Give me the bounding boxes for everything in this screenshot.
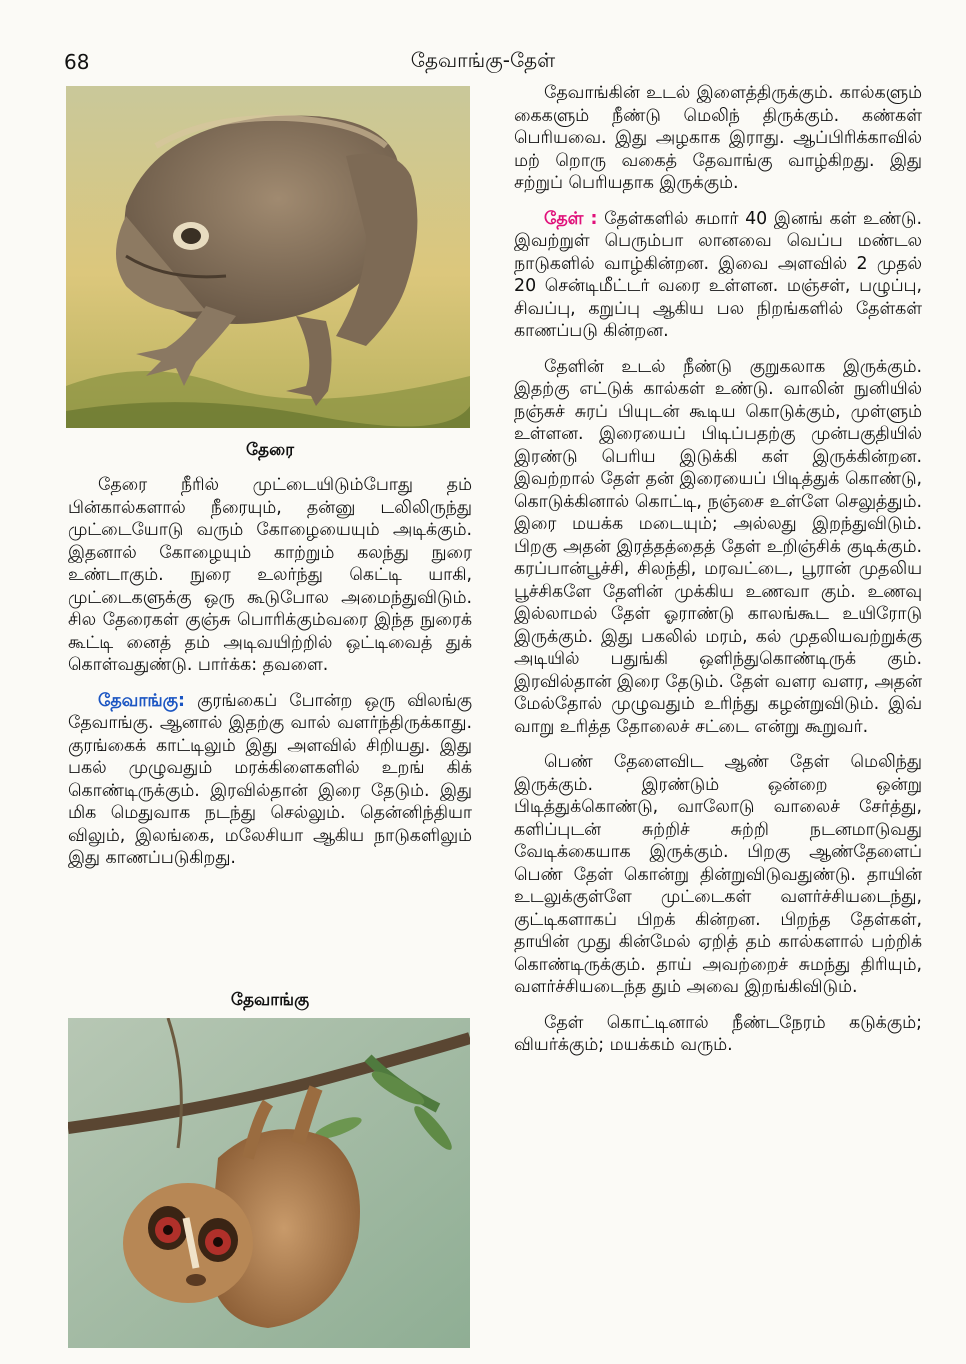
loris-term: தேவாங்கு: — [98, 690, 185, 711]
scorpion-sting-paragraph: தேள் கொட்டினால் நீண்டநேரம் கடுக்கும்; வியர்க்கும்; மயக்கம் வரும். — [514, 1012, 922, 1055]
right-column — [514, 82, 922, 1070]
scorpion-body-paragraph: தேளின் உடல் நீண்டு குறுகலாக இருக்கும். இதற்கு எட்டுக் கால்கள் உண்டு. வாலின் நுனியில் நஞ்சுச் சுரப் பியுடன் கூடிய கொடுக்கும், முள்ளும் உள்ளன. இரையைப் பிடிப்பதற்கு முன்பகுதியில் இரண்டு பெரிய இடுக்கி கள் இருக்கின்றன. இவற்றால் தேள் தன் இரையைப் பிடித்துக் கொண்டு, கொடுக்கினால் கொட்டி, நஞ்சை உள்ளே செலுத்தும். இரை மயக்க மடையும்; அல்லது இறந்துவிடும். பிறகு அதன் இரத்தத்தைத் தேள் உறிஞ்சிக் குடிக்கும். கரப்பான்பூச்சி, சிலந்தி, மரவட்டை, பூரான் முதலிய பூச்சிகளே தேளின் முக்கிய உணவா கும். உணவு இல்லாமல் தேள் ஓராண்டு காலங்கூட உயிரோடு இருக்கும். இது பகலில் மரம், கல் முதலியவற்றுக்கு அடியில் பதுங்கி ஒளிந்துகொண்டிருக் கும். இரவில்தான் இரை தேடும். தேள் வளர வளர, அதன் மேல்தோல் முழுவதும் உரிந்து கழன்றுவிடும். இவ் வாறு உரித்த தோலைச் சட்டை என்று கூறுவர். — [514, 356, 922, 737]
left-column — [68, 474, 472, 883]
scorpion-intro-paragraph — [514, 208, 922, 343]
toad-illustration — [66, 86, 470, 428]
loris-caption: தேவாங்கு — [230, 990, 310, 1010]
page-number: 68 — [64, 50, 90, 74]
loris-paragraph — [68, 690, 472, 870]
loris-illustration — [68, 1018, 470, 1348]
scorpion-mating-paragraph: பெண் தேளைவிட ஆண் தேள் மெலிந்து இருக்கும். இரண்டும் ஒன்றை ஒன்று பிடித்துக்கொண்டு, வாலோடு வாலைச் சேர்த்து, களிப்புடன் சுற்றிச் சுற்றி நடனமாடுவது வேடிக்கையாக இருக்கும். பிறகு ஆண்தேளைப் பெண் தேள் கொன்று தின்றுவிடுவதுண்டு. தாயின் உடலுக்குள்ளே முட்டைகள் வளர்ச்சியடைந்து, குட்டிகளாகப் பிறக் கின்றன. பிறந்த தேள்கள், தாயின் முது கின்மேல் ஏறித் தம் கால்களால் பற்றிக் கொண்டிருக்கும். தாய் அவற்றைச் சுமந்து திரியும், வளர்ச்சியடைந்த தும் அவை இறங்கிவிடும். — [514, 752, 922, 997]
scorpion-term: தேள் : — [544, 208, 598, 229]
running-header: தேவாங்கு-தேள் — [410, 48, 556, 72]
loris-text: குரங்கைப் போன்ற ஒரு விலங்கு தேவாங்கு. ஆனால் இதற்கு வால் வளர்ந்திருக்காது. குரங்கைக் காட்டிலும் இது அளவில் சிறியது. இது பகல் முழுவதும் மரக்கிளைகளில் உறங் கிக் கொண்டிருக்கும். இரவில்தான் இரை தேடும். இது மிக மெதுவாக நடந்து செல்லும். தென்னிந்தியா விலும், இலங்கை, மலேசியா ஆகிய நாடுகளிலும் இது காணப்படுகிறது. — [68, 690, 473, 868]
loris-continued-paragraph: தேவாங்கின் உடல் இளைத்திருக்கும். கால்களும் கைகளும் நீண்டு மெலிந் திருக்கும். கண்கள் பெரியவை. இது அழகாக இராது. ஆப்பிரிக்காவில் மற் றொரு வகைத் தேவாங்கு வாழ்கிறது. இது சற்றுப் பெரியதாக இருக்கும். — [514, 83, 922, 193]
toad-caption: தேரை — [245, 440, 294, 460]
scorpion-intro-text: தேள்களில் சுமார் 40 இனங் கள் உண்டு. இவற்றுள் பெரும்பா லானவை வெப்ப மண்டல நாடுகளில் வாழ்கின்றன. இவை அளவில் 2 முதல் 20 சென்டிமீட்டர் வரை உள்ளன. மஞ்சள், பழுப்பு, சிவப்பு, கறுப்பு ஆகிய பல நிறங்களில் தேள்கள் காணப்படு கின்றன. — [514, 208, 922, 341]
toad-paragraph: தேரை நீரில் முட்டையிடும்போது தம் பின்கால்களால் நீரையும், தன்னு டலிலிருந்து முட்டையோடு வரும் கோழையையும் அடிக்கும். இதனால் கோழையும் காற்றும் கலந்து நுரை உண்டாகும். நுரை உலர்ந்து கெட்டி யாகி, முட்டைகளுக்கு ஒரு கூடுபோல அமைந்துவிடும். சில தேரைகள் குஞ்சு பொரிக்கும்வரை இந்த நுரைக் கூட்டி னைத் தம் அடிவயிற்றில் ஒட்டிவைத் துக் கொள்வதுண்டு. பார்க்க: தவளை. — [68, 475, 472, 675]
